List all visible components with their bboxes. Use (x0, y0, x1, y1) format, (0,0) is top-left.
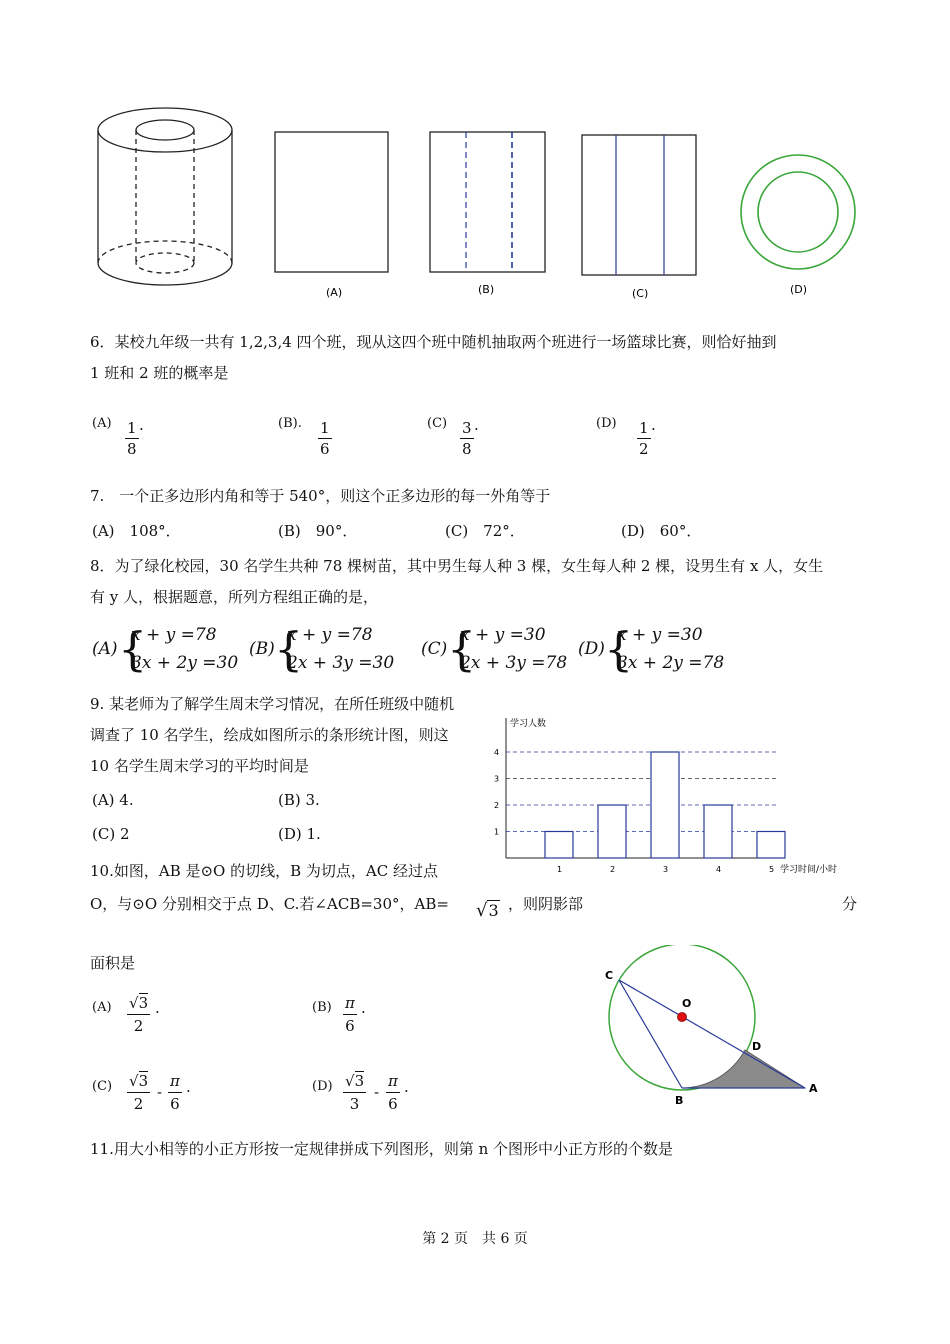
chart-bar (545, 832, 573, 859)
q7-stem: 7. 一个正多边形内角和等于 540°，则这个正多边形的每一外角等于 (90, 487, 551, 505)
q8-option-a-eq2: 3x + 2y =30 (131, 653, 239, 673)
q8-option-a-label[interactable]: (A) (92, 639, 118, 659)
chart-xtick-label: 1 (557, 865, 563, 874)
q6-option-c-dot: . (474, 416, 479, 434)
q9-stem-line2: 调查了 10 名学生，绘成如图所示的条形统计图，则这 (90, 726, 449, 744)
q8-stem-line1: 8．为了绿化校园，30 名学生共种 78 棵树苗，其中男生每人种 3 棵，女生每人种 2 棵，设男生有 x 人，女生 (90, 557, 824, 575)
chart-xtick-label: 5 (769, 865, 775, 874)
center-point-o (678, 1013, 687, 1022)
chart-xtick-label: 2 (610, 865, 616, 874)
q8-option-c-eq1: x + y =30 (460, 625, 546, 645)
q8-option-b-brace: { (274, 622, 304, 676)
chart-xlabel: 学习时间/小时 (780, 865, 838, 875)
point-label-d: D (752, 1040, 762, 1053)
label-b: (B) (478, 283, 495, 296)
q10-option-c-minus: - (157, 1083, 163, 1101)
q10-sqrt3-inline: √3 (476, 900, 499, 921)
q9-option-c[interactable]: (C) 2 (92, 825, 130, 843)
q8-option-d-label[interactable]: (D) (578, 639, 605, 659)
point-label-a: A (809, 1082, 818, 1095)
q8-option-b-eq1: x + y =78 (287, 625, 373, 645)
q10-option-a-label[interactable]: (A) (92, 1000, 112, 1015)
option-c-rect (582, 135, 696, 275)
q9-option-d[interactable]: (D) 1. (278, 825, 321, 843)
segment-cb (619, 980, 682, 1088)
q9-option-a[interactable]: (A) 4. (92, 791, 134, 809)
q10-stem-line2: O，与⊙O 分别相交于点 D、C.若∠ACB=30°，AB= (90, 895, 449, 913)
q10-option-a-dot: . (155, 999, 160, 1017)
q9-stem-line3: 10 名学生周末学习的平均时间是 (90, 757, 309, 775)
label-d: (D) (790, 283, 808, 296)
q6-option-a-fraction: $\frac{1}{8}$ (127, 419, 137, 458)
q9-stem-line1: 9. 某老师为了解学生周末学习情况，在所任班级中随机 (90, 695, 455, 713)
q10-option-c-expr-pi: π 6 (170, 1072, 180, 1113)
chart-xtick-label: 3 (663, 865, 669, 874)
q8-option-a-eq1: x + y =78 (131, 625, 217, 645)
chart-ylabel: 学习人数 (510, 719, 547, 729)
q10-option-c-expr-sqrt: √3 2 (129, 1072, 149, 1113)
chart-bar (757, 832, 785, 859)
q10-stem-line3: 面积是 (90, 954, 136, 972)
q6-stem-line1: 6．某校九年级一共有 1,2,3,4 四个班，现从这四个班中随机抽取两个班进行一场篮球比赛，则恰好抽到 (90, 333, 777, 351)
page-footer: 第 2 页 共 6 页 (422, 1231, 528, 1247)
q10-option-d-label[interactable]: (D) (312, 1079, 333, 1094)
point-label-c: C (605, 969, 614, 982)
q8-option-a-brace: { (118, 622, 148, 676)
q10-option-d-dot: . (404, 1078, 409, 1096)
q9-option-b[interactable]: (B) 3. (278, 791, 320, 809)
chart-ytick-label: 1 (494, 827, 500, 837)
option-b-rect (430, 132, 545, 272)
chart-bar (704, 805, 732, 858)
segment-ca (619, 980, 805, 1088)
q7-option-a[interactable]: (A) 108°． (92, 522, 181, 540)
q6-option-a-dot: . (139, 416, 144, 434)
shaded-region (682, 1050, 805, 1088)
q10-option-b-label[interactable]: (B) (312, 1000, 332, 1015)
label-c: (C) (632, 287, 649, 300)
option-a-square (275, 132, 388, 272)
q7-option-c[interactable]: (C) 72°． (445, 522, 525, 540)
q8-option-c-eq2: 2x + 3y =78 (460, 653, 568, 673)
q8-option-c-brace: { (447, 622, 477, 676)
q6-option-a-label[interactable]: (A) (92, 416, 112, 431)
q10-circle-tangent-figure (595, 945, 835, 1115)
q8-option-d-eq2: 3x + 2y =78 (617, 653, 725, 673)
q10-option-b-dot: . (361, 999, 366, 1017)
q6-option-b-fraction: $\frac{1}{6}$ (320, 419, 330, 458)
q8-stem-line2: 有 y 人，根据题意，所列方程组正确的是， (90, 588, 379, 606)
point-label-o: O (682, 997, 692, 1010)
chart-ytick-label: 2 (494, 801, 500, 810)
q6-option-d-fraction: $\frac{1}{2}$ (639, 419, 649, 458)
q6-option-d-label[interactable]: (D) (596, 416, 617, 431)
q10-option-b-expr: π 6 (345, 994, 355, 1035)
q8-option-d-eq1: x + y =30 (617, 625, 703, 645)
chart-ytick-label: 4 (494, 748, 500, 757)
q9-bar-chart (480, 710, 880, 880)
q8-option-b-label[interactable]: (B) (249, 639, 275, 659)
q10-stem-line2c: 分 (842, 895, 858, 913)
q7-option-b[interactable]: (B) 90°． (278, 522, 358, 540)
chart-ytick-label: 3 (494, 774, 500, 784)
q5-figures (80, 100, 880, 310)
point-label-b: B (675, 1094, 684, 1107)
q10-option-d-minus: - (374, 1083, 380, 1101)
label-a: (A) (326, 286, 343, 299)
q10-stem-line1: 10.如图，AB 是⊙O 的切线，B 为切点，AC 经过点 (90, 862, 438, 880)
chart-xtick-label: 4 (716, 865, 722, 874)
q10-option-d-expr-sqrt: √3 3 (345, 1072, 365, 1113)
q6-option-c-fraction: $\frac{3}{8}$ (462, 419, 472, 458)
q10-option-d-expr-pi: π 6 (388, 1072, 398, 1113)
chart-bar (651, 752, 679, 858)
q8-option-b-eq2: 2x + 3y =30 (287, 653, 395, 673)
q6-option-b-label[interactable]: (B). (278, 416, 302, 431)
q10-option-c-dot: . (186, 1078, 191, 1096)
q10-option-c-label[interactable]: (C) (92, 1079, 113, 1094)
q6-stem-line2: 1 班和 2 班的概率是 (90, 364, 229, 382)
q6-option-d-dot: . (651, 416, 656, 434)
q6-option-c-label[interactable]: (C) (427, 416, 448, 431)
q11-stem: 11.用大小相等的小正方形按一定规律拼成下列图形，则第 n 个图形中小正方形的个数是 (90, 1140, 674, 1158)
chart-bar (598, 805, 626, 858)
q8-option-d-brace: { (604, 622, 634, 676)
q8-option-c-label[interactable]: (C) (421, 639, 448, 659)
q10-stem-line2b: ，则阴影部 (508, 895, 584, 913)
hollow-cylinder-figure (98, 108, 232, 285)
q10-option-a-expr: √3 2 (129, 994, 149, 1035)
option-d-circles (741, 155, 855, 269)
q7-option-d[interactable]: (D) 60°． (621, 522, 702, 540)
